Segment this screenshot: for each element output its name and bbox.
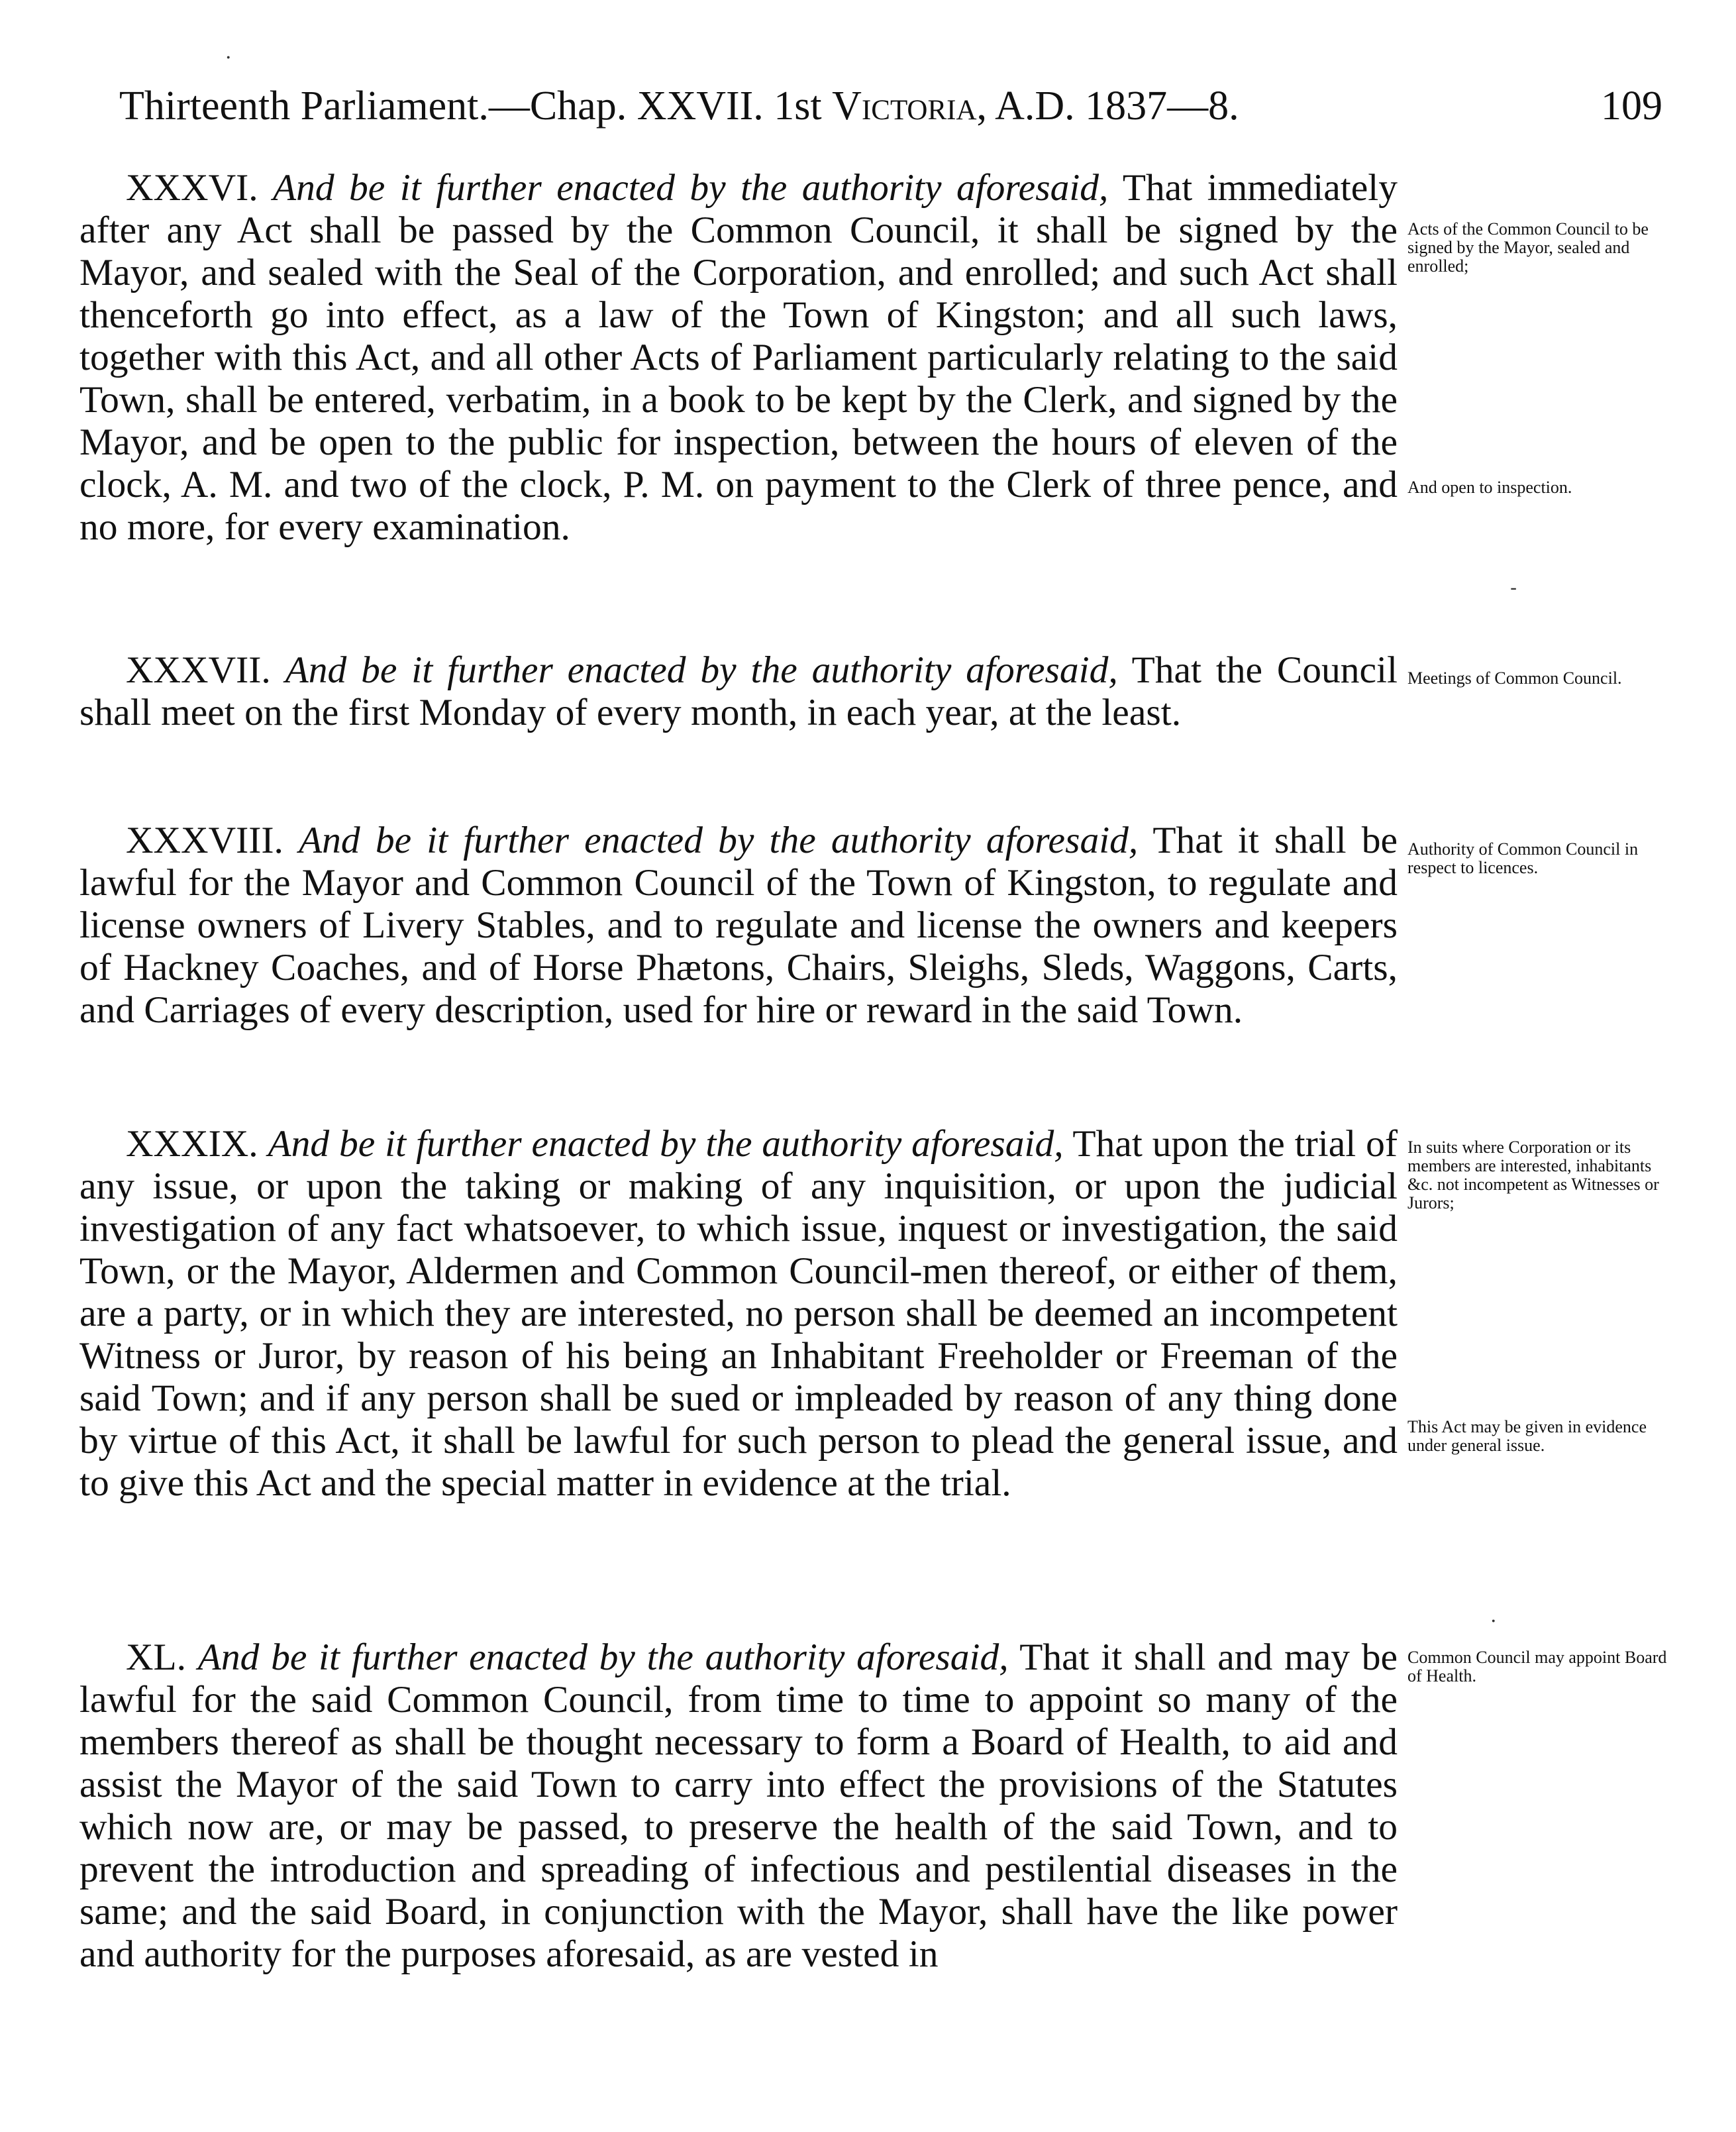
enacting-clause: And be it further enacted by the authority aforesaid, [268, 1123, 1064, 1165]
section-text: That it shall and may be lawful for the said Common Council, from time to time to appoint so many of the members thereof as shall be thought necessary to form a Board of Health, to aid and assist the Mayor of the said Town to carry into effect the provisions of the Statutes which now are, or may be passed, to preserve the health of the said Town, and to prevent the introduction and spreading of infectious and pestilential diseases in the same; and the said Board, in conjunction with the Mayor, shall have the like power and authority for the purposes aforesaid, as are vested in [79, 1636, 1398, 1975]
margin-note-authority-licences: Authority of Common Council in respect to licences. [1407, 839, 1639, 877]
margin-note-meetings: Meetings of Common Council. [1407, 668, 1622, 688]
section-xxxviii [79, 820, 1398, 1032]
section-xxxvi [79, 167, 1398, 549]
section-text: That upon the trial of any issue, or upon the taking or making of any inquisition, or upon the judicial investigation of any fact whatsoever, to which issue, inquest or investigation, the said Town, or the Mayor, Aldermen and Common Council-men thereof, or either of them, are a party, or in which they are interested, no person shall be deemed an incompetent Witness or Juror, by reason of his being an Inhabitant Freeholder or Freeman of the said Town; and if any person shall be sued or impleaded by reason of any thing done by virtue of this Act, it shall be lawful for such person to plead the general issue, and to give this Act and the special matter in evidence at the trial. [79, 1123, 1398, 1504]
section-number: XXXVIII. [126, 820, 283, 861]
scan-speck: · [1490, 1610, 1497, 1633]
section-text: That immediately after any Act shall be passed by the Common Council, it shall be signed by the Mayor, and sealed with the Seal of the Corporation, and enrolled; and such Act shall thenceforth go into effect, as a law of the Town of Kingston; and all such laws, together with this Act, and all other Acts of Parliament particularly relating to the said Town, shall be entered, verbatim, in a book to be kept by the Clerk, and signed by the Mayor, and be open to the public for inspection, between the hours of eleven of the clock, A. M. and two of the clock, P. M. on payment to the Clerk of three pence, and no more, for every examination. [79, 167, 1398, 548]
section-number: XXXVII. [126, 649, 271, 691]
margin-note-suits-witnesses: In suits where Corporation or its members are interested, inhabitants &c. not incompetent as Witnesses or Jurors; [1407, 1138, 1659, 1212]
margin-note-open-inspection: And open to inspection. [1407, 478, 1572, 497]
scan-speck: - [1510, 576, 1517, 600]
scan-speck: · [225, 46, 232, 70]
section-text: That the Council shall meet on the first Monday of every month, in each year, at the least. [79, 649, 1398, 733]
section-number: XL. [126, 1636, 187, 1678]
section-number: XXXVI. [126, 167, 258, 209]
margin-note-board-of-health: Common Council may appoint Board of Health. [1407, 1648, 1667, 1685]
enacting-clause: And be it further enacted by the authority aforesaid, [299, 820, 1139, 861]
margin-note-general-issue: This Act may be given in evidence under general issue. [1407, 1417, 1647, 1455]
header-title: Thirteenth Parliament.—Chap. XXVII. 1st Victoria, A.D. 1837—8. [119, 83, 1239, 129]
page-number: 109 [1601, 83, 1662, 129]
enacting-clause: And be it further enacted by the authority aforesaid, [273, 167, 1109, 209]
section-number: XXXIX. [126, 1123, 258, 1165]
section-xxxix [79, 1123, 1398, 1505]
enacting-clause: And be it further enacted by the authority aforesaid, [197, 1636, 1009, 1678]
enacting-clause: And be it further enacted by the authority aforesaid, [285, 649, 1118, 691]
section-text: That it shall be lawful for the Mayor and Common Council of the Town of Kingston, to regulate and license owners of Livery Stables, and to regulate and license the owners and keepers of Hackney Coaches, and of Horse Phætons, Chairs, Sleighs, Sleds, Waggons, Carts, and Carriages of every description, used for hire or reward in the said Town. [79, 820, 1398, 1031]
section-xxxvii [79, 649, 1398, 734]
section-xl [79, 1636, 1398, 1976]
margin-note-acts-signed: Acts of the Common Council to be signed by the Mayor, sealed and enrolled; [1407, 219, 1649, 276]
